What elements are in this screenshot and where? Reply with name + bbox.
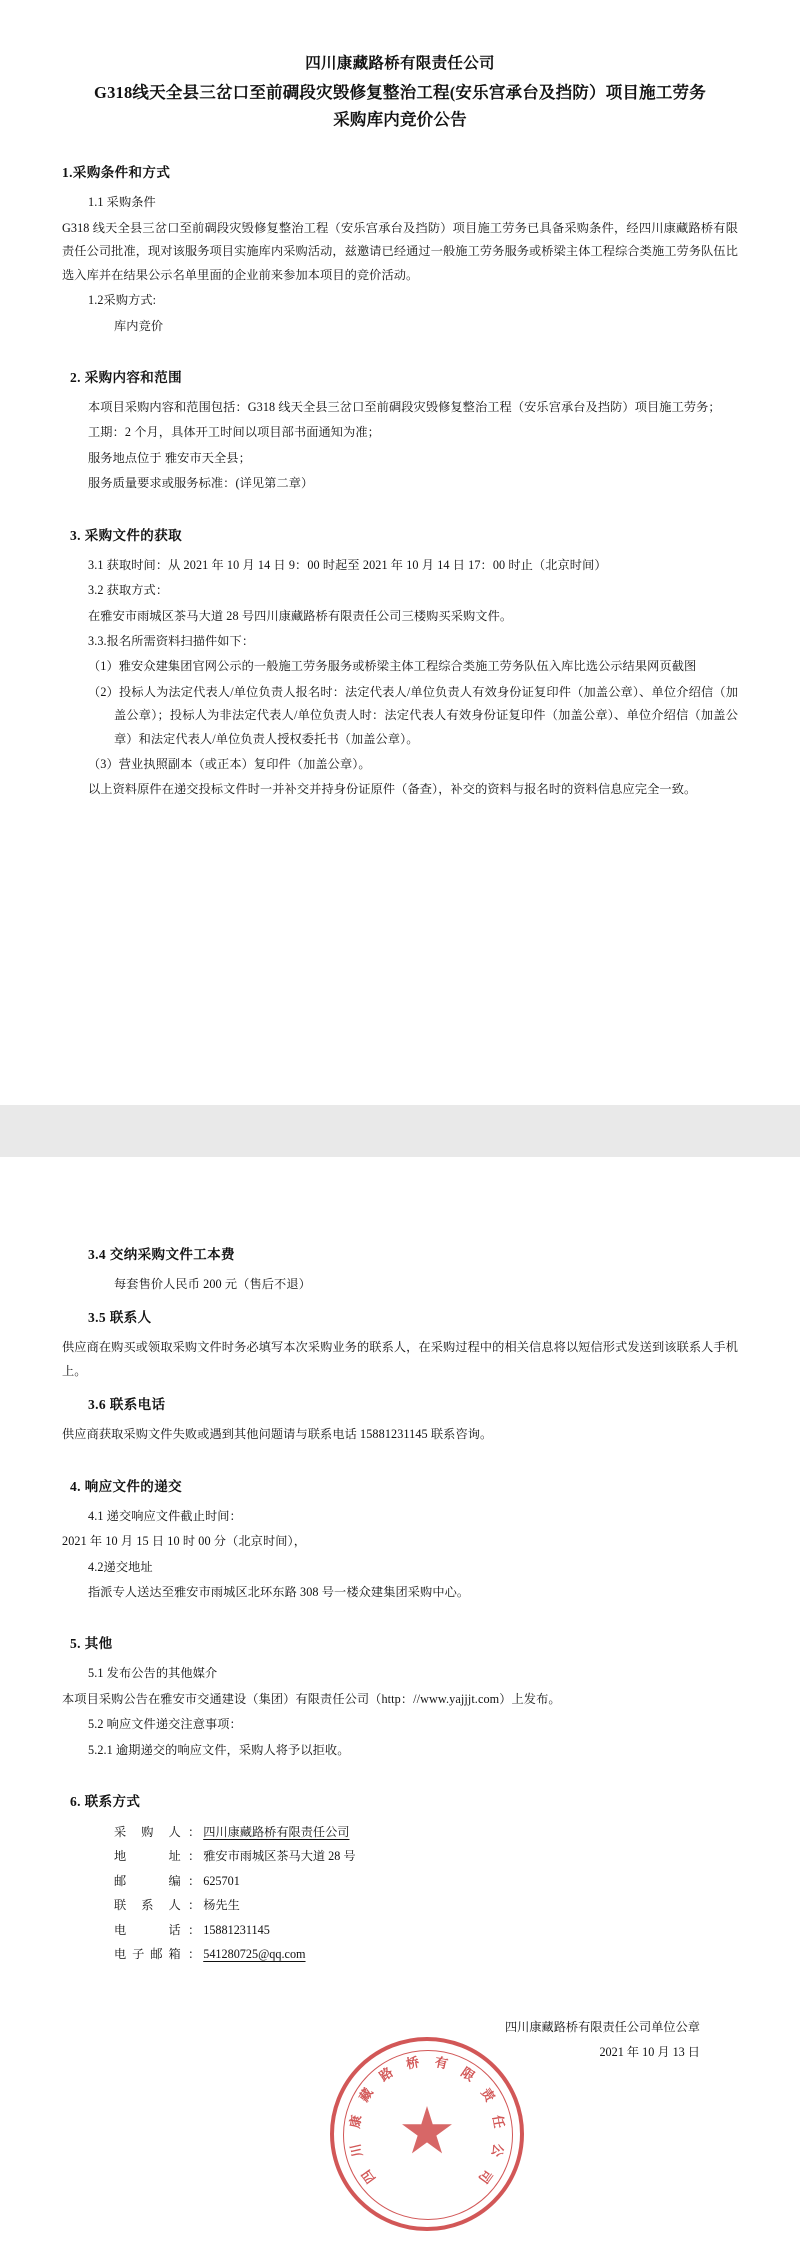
contact-label-purchaser: 采 购 人 bbox=[114, 1825, 187, 1840]
section-3-item-6: （3）营业执照副本（或正本）复印件（加盖公章）。 bbox=[88, 757, 371, 772]
contact-row-postcode: 邮 编： 625701 bbox=[62, 1869, 738, 1893]
section-5-item-0: 5.1 发布公告的其他媒介 bbox=[88, 1666, 218, 1681]
section-3-5-item-0: 供应商在购买或领取采购文件时务必填写本次采购业务的联系人，在采购过程中的相关信息将以短信形式发送到该联系人手机上。 bbox=[62, 1340, 738, 1378]
contact-label-phone: 电 话 bbox=[114, 1922, 187, 1937]
signature-block bbox=[62, 2015, 738, 2066]
contact-row-address: 地 址： 雅安市雨城区茶马大道 28 号 bbox=[62, 1844, 738, 1868]
contact-value-address: 雅安市雨城区茶马大道 28 号 bbox=[203, 1849, 356, 1864]
contact-label-email: 电子邮箱 bbox=[114, 1947, 187, 1962]
contact-value-purchaser: 四川康藏路桥有限责任公司 bbox=[203, 1825, 350, 1840]
section-3-item-1: 3.2 获取方式： bbox=[88, 583, 169, 598]
section-2-item-3: 服务质量要求或服务标准：(详见第二章） bbox=[88, 476, 314, 491]
section-4-item-2: 4.2递交地址 bbox=[88, 1559, 153, 1574]
section-heading-3-4: 3.4 交纳采购文件工本费 bbox=[88, 1247, 235, 1262]
section-heading-3: 3. 采购文件的获取 bbox=[70, 527, 182, 543]
section-1-item-3: 库内竞价 bbox=[114, 318, 164, 333]
section-3-item-0: 3.1 获取时间：从 2021 年 10 月 14 日 9：00 时起至 2021 年 10 月 14 日 17：00 时止（北京时间） bbox=[88, 557, 607, 572]
signature-date: 2021 年 10 月 13 日 bbox=[599, 2045, 700, 2060]
official-seal-icon bbox=[330, 2037, 524, 2231]
section-3-item-3: 3.3.报名所需资料扫描件如下： bbox=[88, 633, 255, 648]
section-4-item-3: 指派专人送达至雅安市雨城区北环东路 308 号一楼众建集团采购中心。 bbox=[88, 1584, 470, 1599]
document-page-2 bbox=[0, 1157, 800, 2263]
section-3-item-2: 在雅安市雨城区茶马大道 28 号四川康藏路桥有限责任公司三楼购买采购文件。 bbox=[88, 608, 513, 623]
seal-star-icon bbox=[401, 2106, 453, 2158]
section-1-item-0: 1.1 采购条件 bbox=[88, 195, 156, 210]
contact-value-phone: 15881231145 bbox=[203, 1922, 270, 1937]
contact-value-email: 541280725@qq.com bbox=[203, 1947, 306, 1962]
contact-row-person: 联 系 人： 杨先生 bbox=[62, 1893, 738, 1917]
section-3-6-item-0: 供应商获取采购文件失败或遇到其他问题请与联系电话 15881231145 联系咨询。 bbox=[62, 1427, 493, 1442]
contact-label-postcode: 邮 编 bbox=[114, 1873, 187, 1888]
section-heading-5: 5. 其他 bbox=[70, 1636, 113, 1652]
signature-company: 四川康藏路桥有限责任公司单位公章 bbox=[505, 2019, 700, 2034]
section-2-item-1: 工期：2 个月，具体开工时间以项目部书面通知为准； bbox=[88, 425, 380, 440]
section-3-item-7: 以上资料原件在递交投标文件时一并补交并持身份证原件（备查），补交的资料与报名时的资料信息应完全一致。 bbox=[88, 782, 697, 797]
section-heading-6: 6. 联系方式 bbox=[70, 1794, 141, 1810]
section-5-item-1: 本项目采购公告在雅安市交通建设（集团）有限责任公司（http：//www.yajjjt.com）上发布。 bbox=[62, 1691, 561, 1706]
section-heading-4: 4. 响应文件的递交 bbox=[70, 1478, 182, 1494]
contact-value-postcode: 625701 bbox=[203, 1873, 240, 1888]
section-heading-1: 1.采购条件和方式 bbox=[62, 165, 171, 181]
page-separator bbox=[0, 1105, 800, 1157]
section-3-4-item-0: 每套售价人民币 200 元（售后不退） bbox=[114, 1277, 311, 1291]
section-1-item-1: G318 线天全县三岔口至前碉段灾毁修复整治工程（安乐宫承台及挡防）项目施工劳务已具备采购条件，经四川康藏路桥有限责任公司批准，现对该服务项目实施库内采购活动，兹邀请已经通过一般施工劳务服务或桥梁主体工程综合类施工劳务队伍比选入库并在结果公示名单里面的企业前来参加本项目的竞价活动。 bbox=[62, 220, 738, 282]
page-title: G318线天全县三岔口至前碉段灾毁修复整治工程(安乐宫承台及挡防）项目施工劳务采购库内竞价公告 bbox=[94, 83, 706, 129]
section-1-item-2: 1.2采购方式: bbox=[88, 293, 157, 308]
contact-label-person: 联 系 人 bbox=[114, 1898, 187, 1913]
section-heading-3-6: 3.6 联系电话 bbox=[88, 1397, 166, 1413]
section-5-item-3: 5.2.1 逾期递交的响应文件，采购人将予以拒收。 bbox=[88, 1742, 350, 1757]
contact-row-purchaser: 采 购 人： 四川康藏路桥有限责任公司 bbox=[62, 1820, 738, 1844]
section-heading-3-5: 3.5 联系人 bbox=[88, 1310, 152, 1326]
contact-row-phone: 电 话： 15881231145 bbox=[62, 1918, 738, 1942]
document-page-1 bbox=[0, 0, 800, 1105]
section-3-item-5: （2）投标人为法定代表人/单位负责人报名时：法定代表人/单位负责人有效身份证复印件（加盖公章）、单位介绍信（加盖公章）；投标人为非法定代表人/单位负责人时：法定代表人有效身份证复印件（加盖公章）、单位介绍信（加盖公章）和法定代表人/单位负责人授权委托书（加盖公章）。 bbox=[88, 684, 738, 746]
section-heading-2: 2. 采购内容和范围 bbox=[70, 369, 182, 385]
section-3-item-4: （1）雅安众建集团官网公示的一般施工劳务服务或桥梁主体工程综合类施工劳务队伍入库比选公示结果网页截图 bbox=[88, 659, 697, 674]
contact-label-address: 地 址 bbox=[114, 1849, 187, 1864]
section-2-item-0: 本项目采购内容和范围包括：G318 线天全县三岔口至前碉段灾毁修复整治工程（安乐宫承台及挡防）项目施工劳务； bbox=[88, 399, 721, 414]
section-2-item-2: 服务地点位于 雅安市天全县； bbox=[88, 450, 251, 465]
section-4-item-1: 2021 年 10 月 15 日 10 时 00 分（北京时间）， bbox=[62, 1534, 306, 1549]
contact-value-person: 杨先生 bbox=[203, 1898, 240, 1913]
seal-text: 四 川 康 藏 路 桥 有 限 责 任 公 司 bbox=[347, 2054, 507, 2187]
section-4-item-0: 4.1 递交响应文件截止时间： bbox=[88, 1508, 242, 1523]
contact-row-email: 电子邮箱： 541280725@qq.com bbox=[62, 1942, 738, 1966]
section-5-item-2: 5.2 响应文件递交注意事项： bbox=[88, 1717, 242, 1732]
company-header: 四川康藏路桥有限责任公司 bbox=[305, 55, 495, 72]
